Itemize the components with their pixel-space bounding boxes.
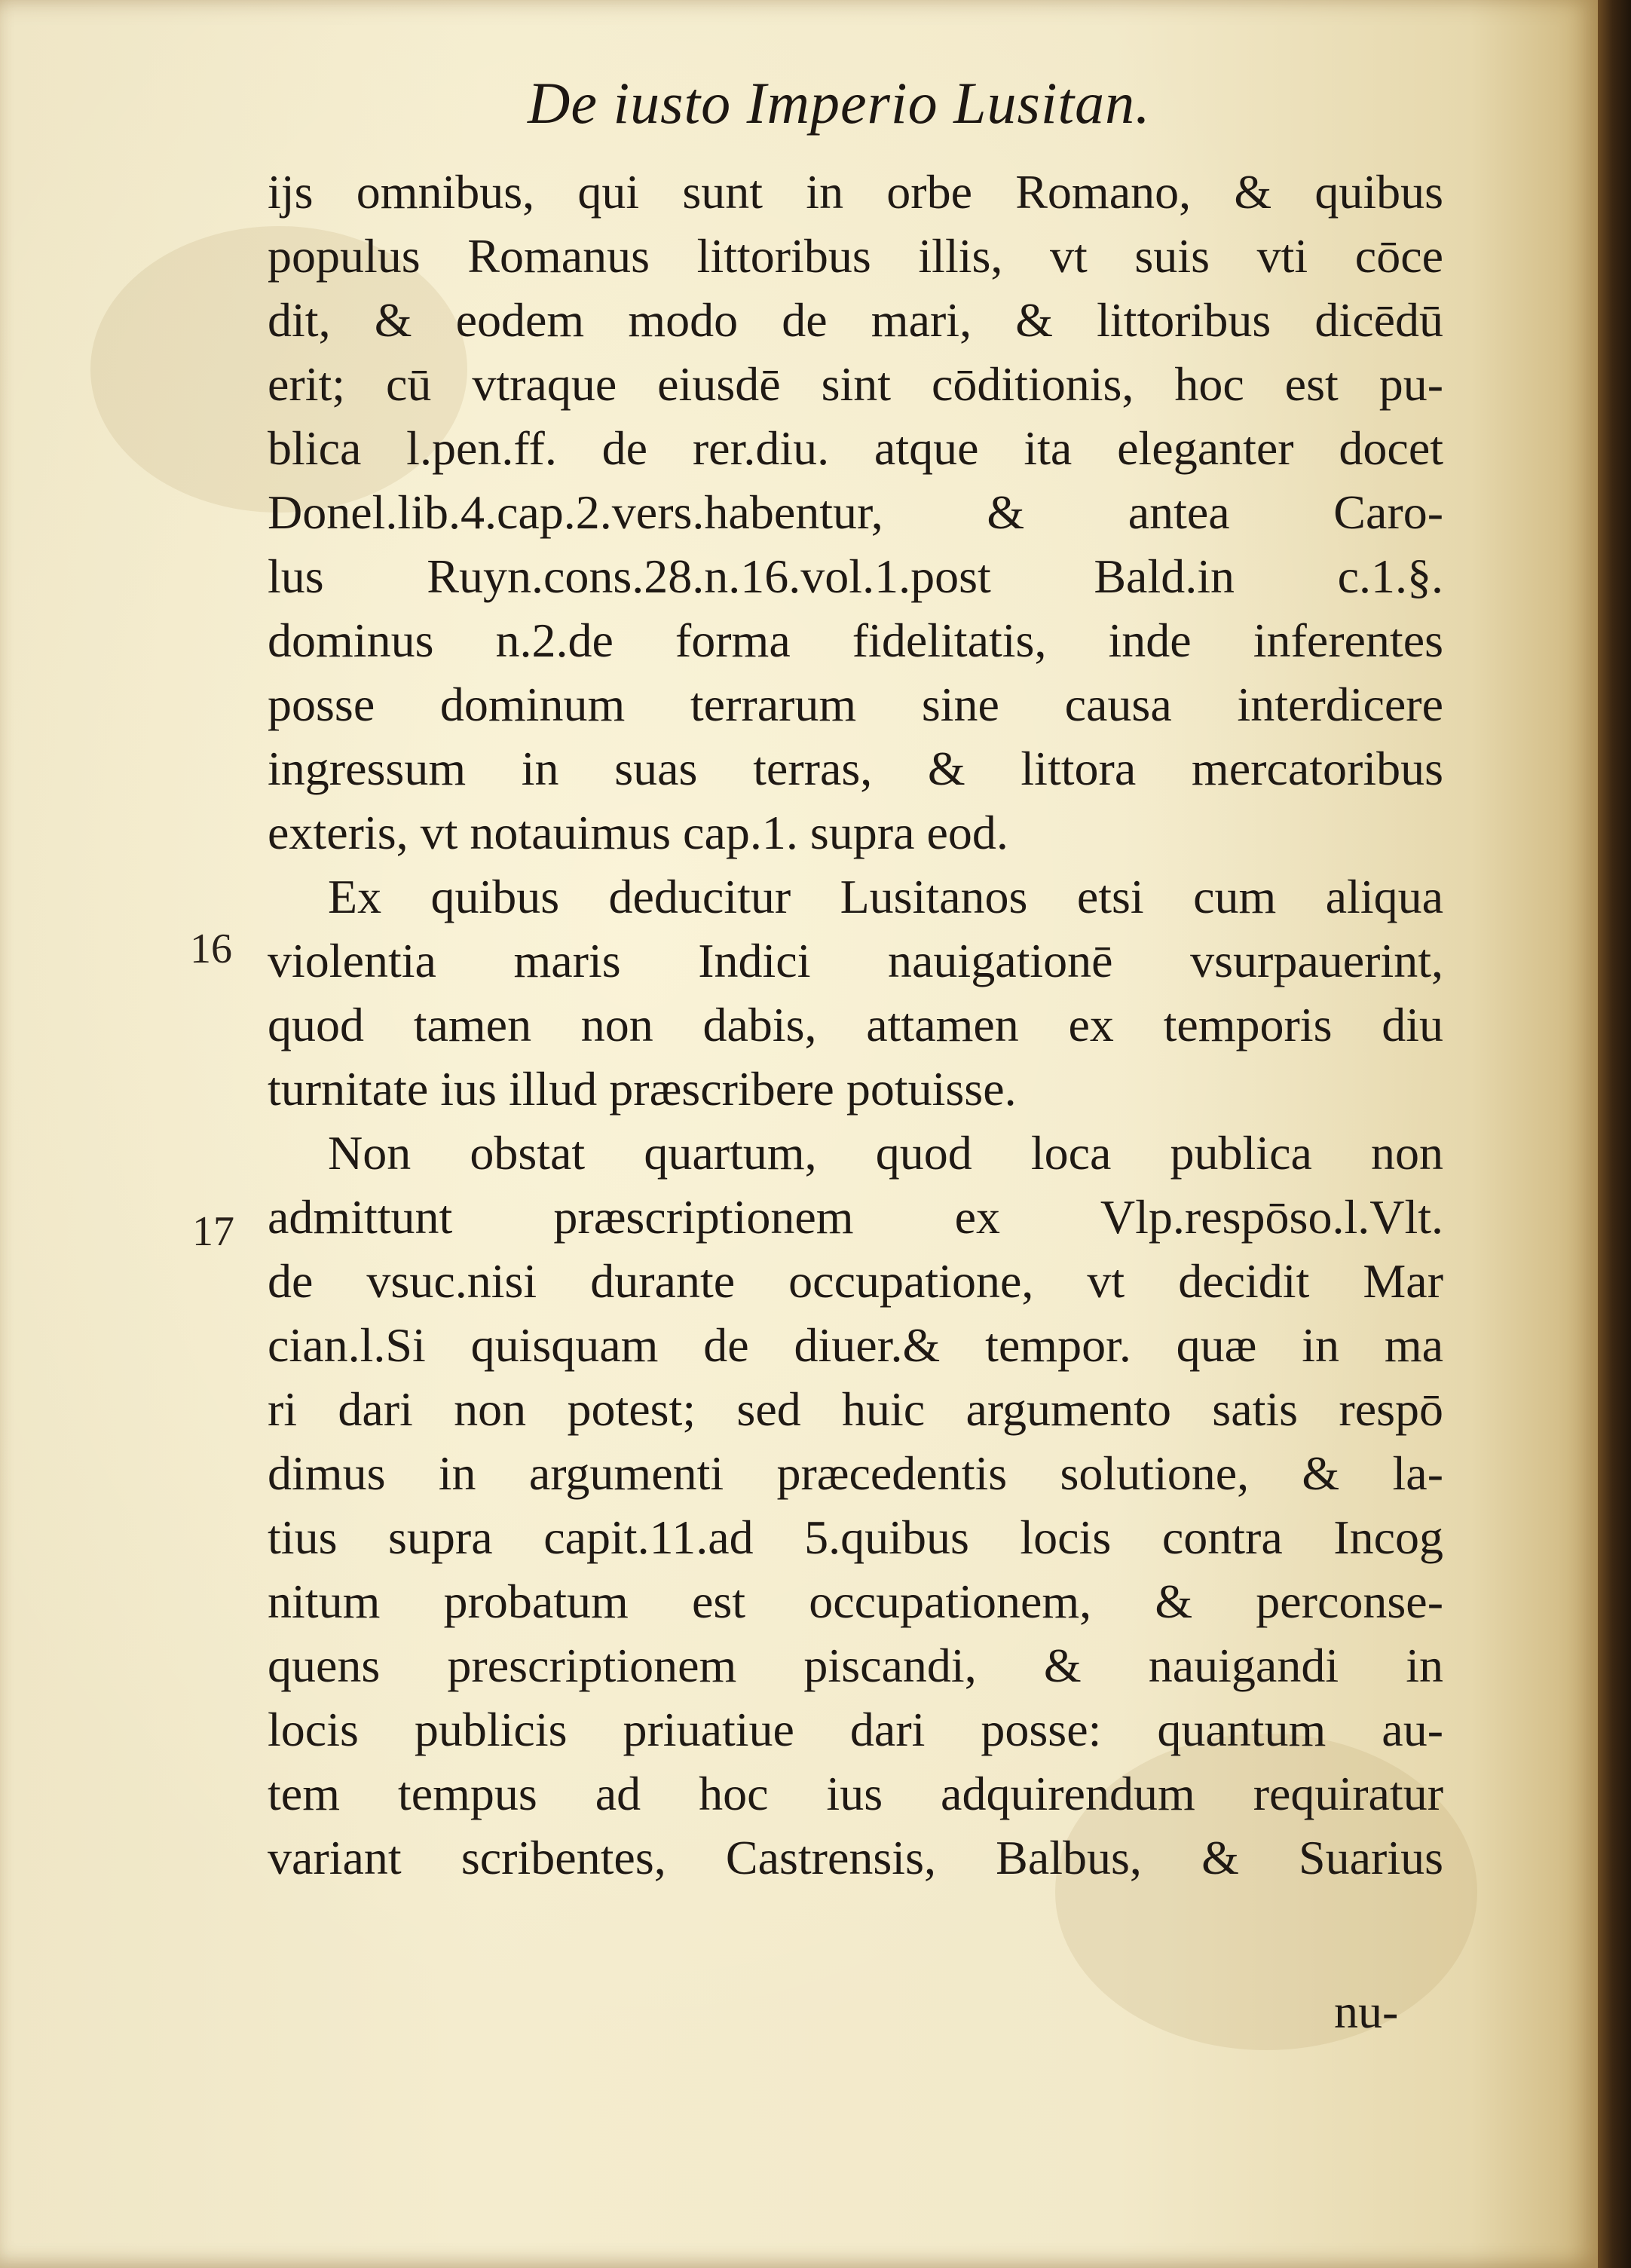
- text-line: blica l.pen.ff. de rer.diu. atque ita eleganter docet: [268, 421, 1443, 475]
- text-line: Donel.lib.4.cap.2.vers.habentur, & antea Caro-: [268, 485, 1443, 539]
- paragraph-start-line: Ex quibus deducitur Lusitanos etsi cum aliqua: [328, 870, 1443, 923]
- margin-number-17: 17: [192, 1208, 234, 1255]
- text-line: cian.l.Si quisquam de diuer.& tempor. quæ in ma: [268, 1318, 1443, 1372]
- text-line: locis publicis priuatiue dari posse: quantum au-: [268, 1703, 1443, 1756]
- text-line: variant scribentes, Castrensis, Balbus, & Suarius: [268, 1831, 1443, 1884]
- text-line: posse dominum terrarum sine causa interdicere: [268, 678, 1443, 731]
- text-line: dimus in argumenti præcedentis solutione, & la-: [268, 1446, 1443, 1500]
- text-line: ijs omnibus, qui sunt in orbe Romano, & quibus: [268, 165, 1443, 219]
- book-edge: [1598, 0, 1631, 2268]
- body-text: [268, 160, 1443, 1890]
- text-line: quod tamen non dabis, attamen ex temporis diu: [268, 998, 1443, 1051]
- text-line: exteris, vt notauimus cap.1. supra eod.: [268, 806, 1008, 859]
- paragraph-start-line: Non obstat quartum, quod loca publica non: [328, 1126, 1443, 1180]
- text-line: tem tempus ad hoc ius adquirendum requiratur: [268, 1767, 1443, 1820]
- text-line: ingressum in suas terras, & littora mercatoribus: [268, 742, 1443, 795]
- text-line: quens prescriptionem piscandi, & nauigandi in: [268, 1639, 1443, 1692]
- text-line: erit; cū vtraque eiusdē sint cōditionis, hoc est pu-: [268, 357, 1443, 411]
- running-header: De iusto Imperio Lusitan.: [528, 70, 1151, 136]
- text-line: ri dari non potest; sed huic argumento satis respō: [268, 1382, 1443, 1436]
- margin-number-16: 16: [190, 926, 232, 972]
- text-line: dominus n.2.de forma fidelitatis, inde inferentes: [268, 614, 1443, 667]
- text-line: tius supra capit.11.ad 5.quibus locis contra Incog: [268, 1510, 1443, 1564]
- catchword: nu-: [1334, 1985, 1399, 2038]
- text-line: de vsuc.nisi durante occupatione, vt decidit Mar: [268, 1254, 1443, 1308]
- text-line: admittunt præscriptionem ex Vlp.respōso.l.Vlt.: [268, 1190, 1443, 1244]
- text-line: populus Romanus littoribus illis, vt suis vti cōce: [268, 229, 1443, 283]
- text-line: dit, & eodem modo de mari, & littoribus dicēdū: [268, 293, 1443, 347]
- text-line: nitum probatum est occupationem, & perconse-: [268, 1575, 1443, 1628]
- text-line: violentia maris Indici nauigationē vsurpauerint,: [268, 934, 1443, 987]
- text-line: turnitate ius illud præscribere potuisse.: [268, 1062, 1017, 1116]
- text-line: lus Ruyn.cons.28.n.16.vol.1.post Bald.in c.1.§.: [268, 549, 1443, 603]
